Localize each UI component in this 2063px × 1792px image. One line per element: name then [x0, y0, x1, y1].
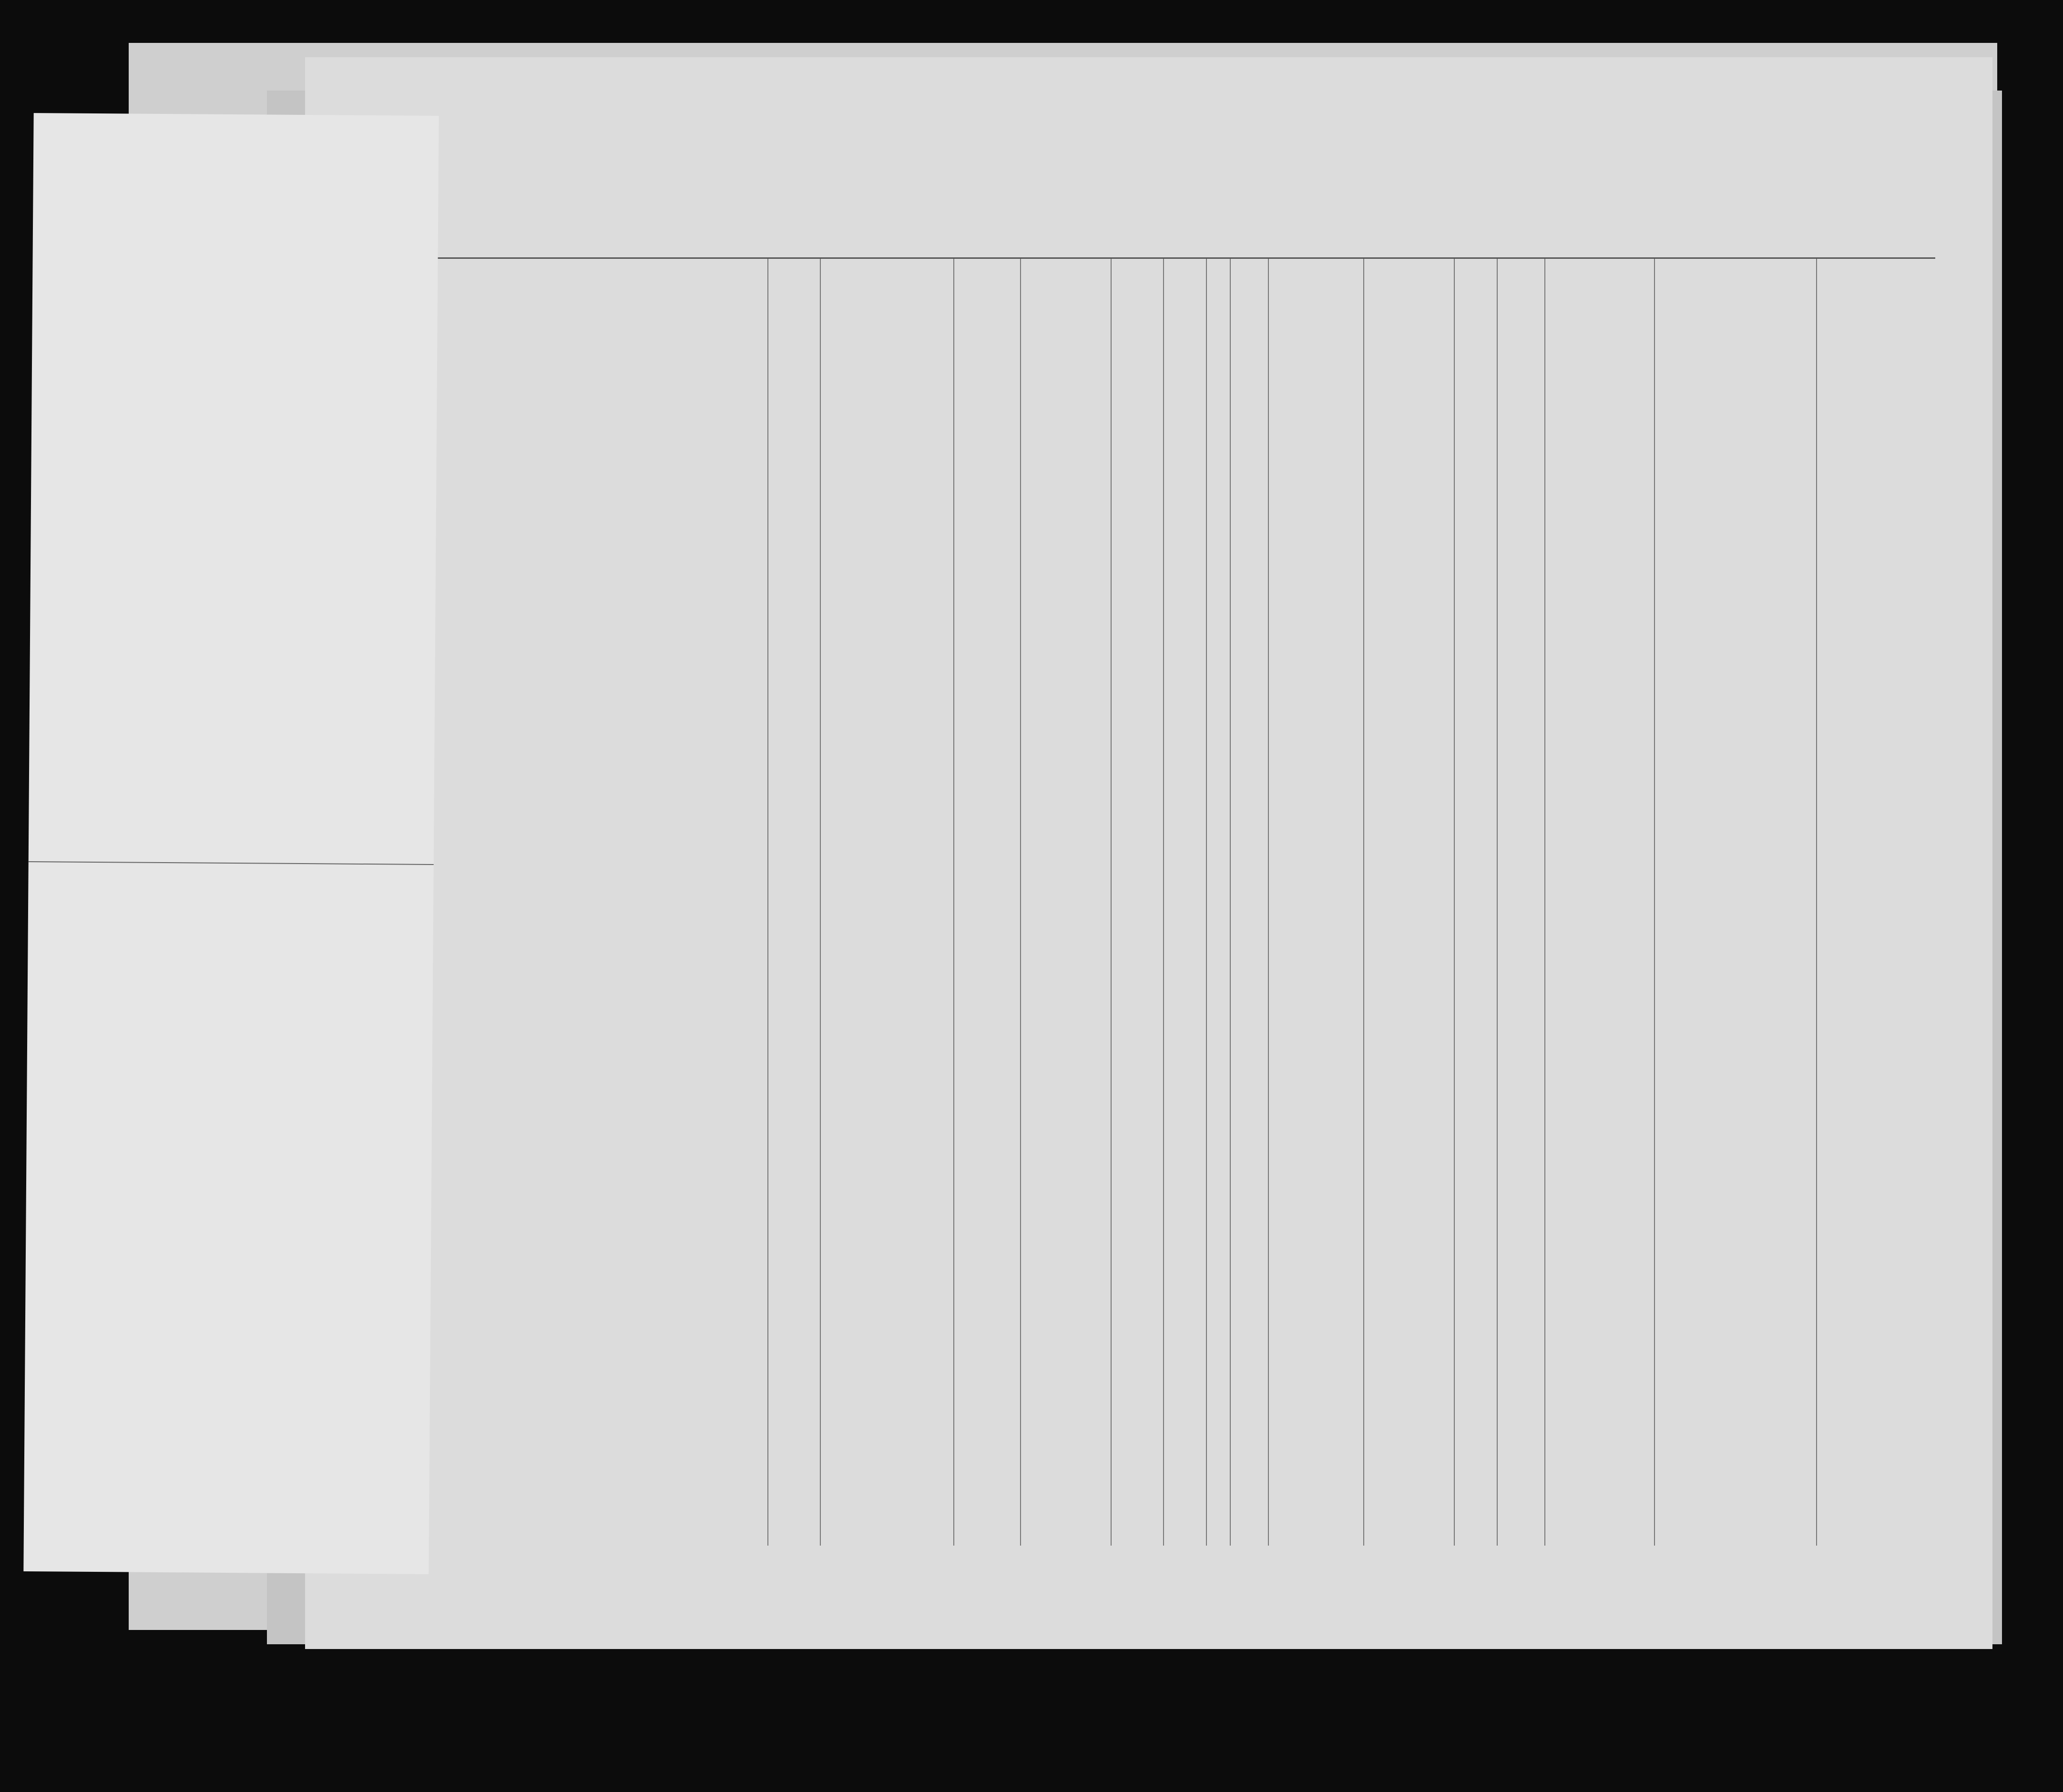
discharged-seamen-slip	[23, 113, 439, 1574]
crew-table	[419, 257, 1935, 1546]
slip-remark	[119, 933, 123, 1553]
vessel-line	[419, 214, 1945, 245]
